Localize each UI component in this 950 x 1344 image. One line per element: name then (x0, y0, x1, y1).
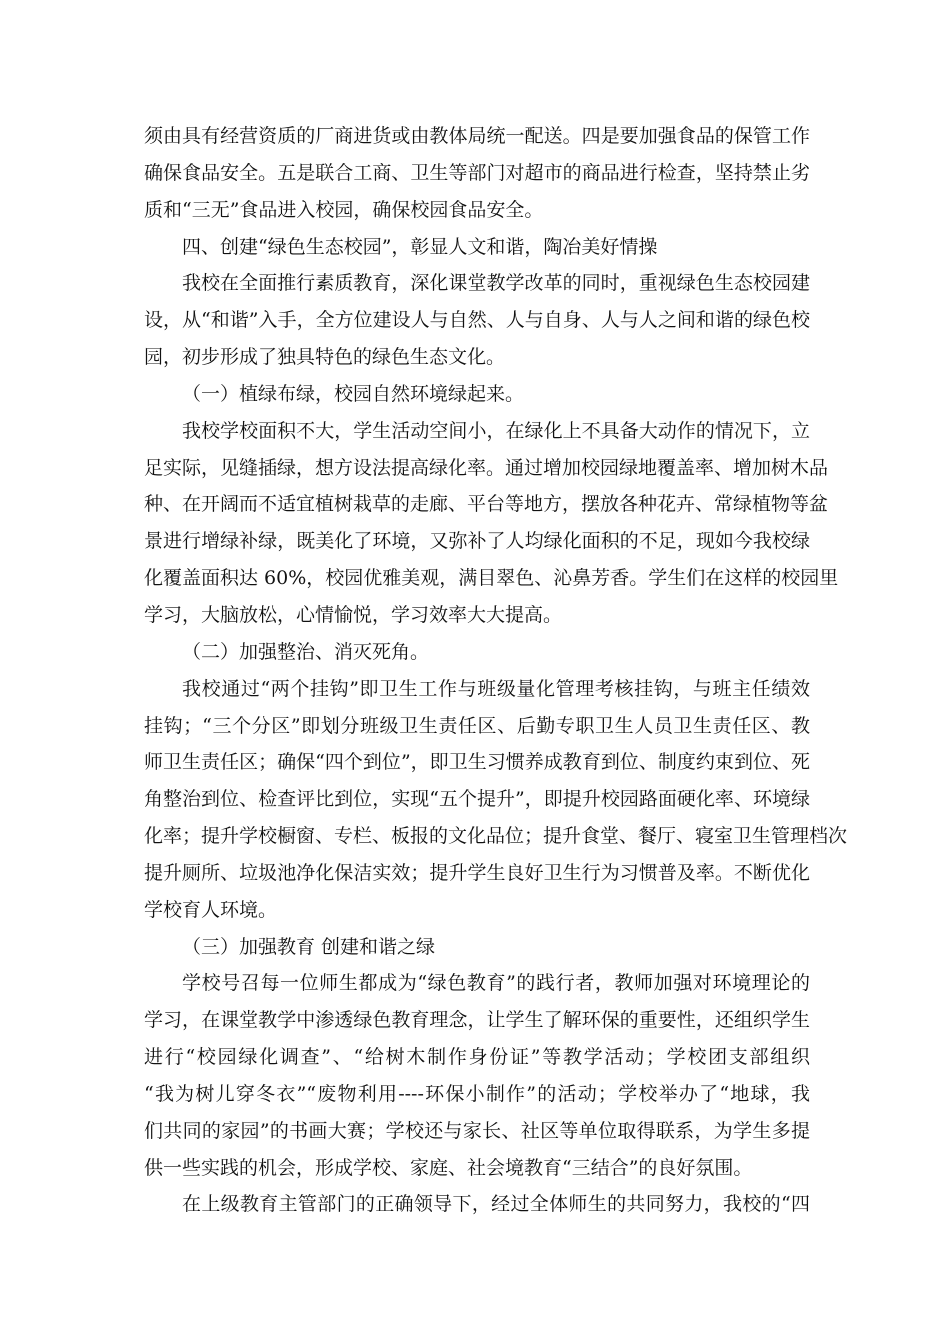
text-line: 我校在全面推行素质教育，深化课堂教学改革的同时，重视绿色生态校园建 (182, 272, 810, 295)
subsection-heading: （三）加强教育 创建和谐之绿 (182, 935, 436, 958)
text-line: 设，从“和谐”入手，全方位建设人与自然、人与自身、人与人之间和谐的绿色校 (144, 309, 810, 332)
text-line: 我校学校面积不大，学生活动空间小，在绿化上不具备大动作的情况下，立 (182, 419, 810, 442)
text-line: 学习，在课堂教学中渗透绿色教育理念，让学生了解环保的重要性，还组织学生 (144, 1009, 810, 1032)
document-body (144, 118, 848, 1223)
text-line: 挂钩；“三个分区”即划分班级卫生责任区、后勤专职卫生人员卫生责任区、教 (144, 714, 810, 737)
text-line: 园，初步形成了独具特色的绿色生态文化。 (144, 346, 506, 369)
text-line: 进行“校园绿化调查”、“给树木制作身份证”等教学活动；学校团支部组织 (144, 1046, 810, 1069)
text-line: 供一些实践的机会，形成学校、家庭、社会境教育“三结合”的良好氛围。 (144, 1156, 753, 1179)
text-line: 学校号召每一位师生都成为“绿色教育”的践行者，教师加强对环境理论的 (182, 972, 810, 995)
text-line: “我为树儿穿冬衣”“废物利用----环保小制作”的活动；学校举办了“地球，我 (144, 1082, 810, 1105)
text-line: 质和“三无”食品进入校园，确保校园食品安全。 (144, 198, 544, 221)
text-line: 种、在开阔而不适宜植树栽草的走廊、平台等地方，摆放各种花卉、常绿植物等盆 (144, 493, 829, 516)
text-line: 须由具有经营资质的厂商进货或由教体局统一配送。四是要加强食品的保管工作 (144, 125, 810, 147)
text-line: 景进行增绿补绿，既美化了环境，又弥补了人均绿化面积的不足，现如今我校绿 (144, 530, 810, 553)
text-line: 在上级教育主管部门的正确领导下，经过全体师生的共同努力，我校的“四 (182, 1193, 810, 1216)
subsection-heading: （二）加强整治、消灭死角。 (182, 640, 430, 663)
text-line: 化覆盖面积达 60%，校园优雅美观，满目翠色、沁鼻芳香。学生们在这样的校园里 (144, 567, 839, 590)
text-line: 师卫生责任区；确保“四个到位”，即卫生习惯养成教育到位、制度约束到位、死 (144, 751, 810, 774)
text-line: 学习，大脑放松，心情愉悦，学习效率大大提高。 (144, 603, 563, 626)
text-line: 化率；提升学校橱窗、专栏、板报的文化品位；提升食堂、餐厅、寝室卫生管理档次 (144, 825, 848, 848)
subsection-heading: （一）植绿布绿，校园自然环境绿起来。 (182, 382, 525, 405)
text-line: 学校育人环境。 (144, 898, 278, 921)
text-line: 角整治到位、检查评比到位，实现“五个提升”，即提升校园路面硬化率、环境绿 (144, 788, 810, 811)
section-heading: 四、创建“绿色生态校园”，彰显人文和谐，陶冶美好情操 (182, 235, 658, 258)
text-line: 提升厕所、垃圾池净化保洁实效；提升学生良好卫生行为习惯普及率。不断优化 (144, 861, 810, 884)
text-line: 足实际，见缝插绿，想方设法提高绿化率。通过增加校园绿地覆盖率、增加树木品 (144, 456, 829, 479)
text-line: 们共同的家园”的书画大赛；学校还与家长、社区等单位取得联系，为学生多提 (144, 1119, 810, 1142)
text-line: 我校通过“两个挂钩”即卫生工作与班级量化管理考核挂钩，与班主任绩效 (182, 677, 810, 700)
text-line: 确保食品安全。五是联合工商、卫生等部门对超市的商品进行检查，坚持禁止劣 (144, 161, 810, 184)
